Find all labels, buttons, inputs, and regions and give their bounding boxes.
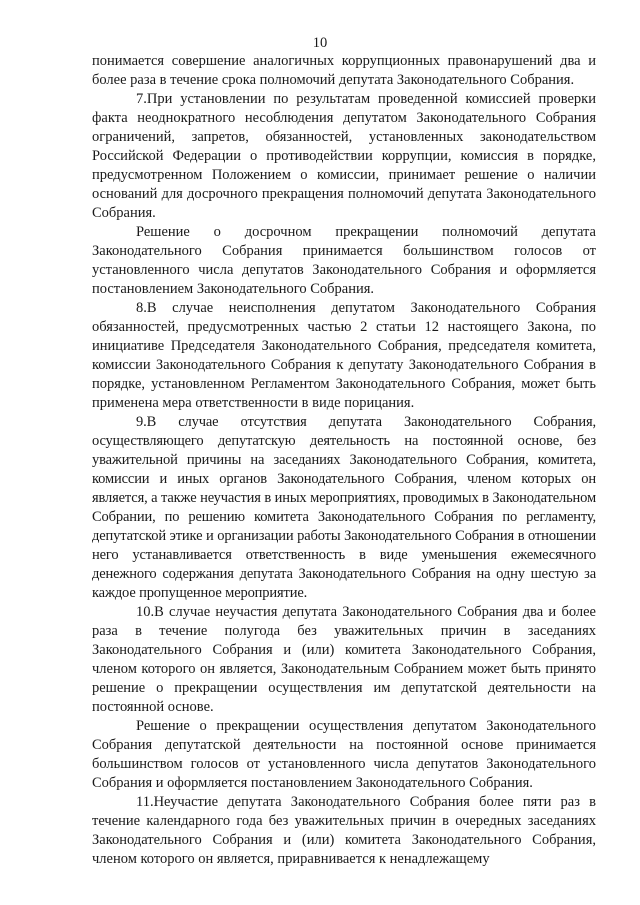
paragraph-item-11: 11.Неучастие депутата Законодательного Собрания более пяти раз в течение календарного года без уважительных причин в очередных заседаниях Законодательного Собрания и (или) комитета Законодательного Собрания, членом которого он является, приравнивается к ненадлежащему bbox=[92, 794, 596, 867]
paragraph-item-7: 7.При установлении по результатам проведенной комиссией проверки факта неоднократного несоблюдения депутатом Законодательного Собрания ограничений, запретов, обязанностей, установленных законодательством Российской Федерации о противодействии коррупции, комиссия в порядке, предусмотренном Положением о комиссии, принимает решение о наличии оснований для досрочного прекращения полномочий депутата Законодательного Собрания. bbox=[92, 91, 596, 221]
paragraph-decision-termination-permanent-basis: Решение о прекращении осуществления депутатом Законодательного Собрания депутатской деятельности на постоянной основе принимается большинством голосов от установленного числа депутатов Законодательного Собрания и оформляется постановлением Законодательного Собрания. bbox=[92, 718, 596, 791]
page-number: 10 bbox=[312, 35, 328, 51]
document-body bbox=[92, 52, 596, 869]
paragraph-continuation: понимается совершение аналогичных коррупционных правонарушений два и более раза в течение срока полномочий депутата Законодательного Собрания. bbox=[92, 53, 596, 88]
paragraph-item-10: 10.В случае неучастия депутата Законодательного Собрания два и более раза в течение полугода без уважительных причин в заседаниях Законодательного Собрания и (или) комитета Законодательного Собрания, членом которого он является, Законодательным Собранием может быть принято решение о прекращении осуществления им депутатской деятельности на постоянной основе. bbox=[92, 604, 596, 715]
paragraph-item-8: 8.В случае неисполнения депутатом Законодательного Собрания обязанностей, предусмотренных частью 2 статьи 12 настоящего Закона, по инициативе Председателя Законодательного Собрания, председателя комитета, комиссии Законодательного Собрания к депутату Законодательного Собрания в порядке, установленном Регламентом Законодательного Собрания, может быть применена мера ответственности в виде порицания. bbox=[92, 300, 596, 411]
paragraph-decision-early-termination: Решение о досрочном прекращении полномочий депутата Законодательного Собрания принимается большинством голосов от установленного числа депутатов Законодательного Собрания и оформляется постановлением Законодательного Собрания. bbox=[92, 224, 596, 297]
paragraph-item-9: 9.В случае отсутствия депутата Законодательного Собрания, осуществляющего депутатскую деятельность на постоянной основе, без уважительной причины на заседаниях Законодательного Собрания, комитета, комиссии и иных органов Законодательного Собрания, членом которых он является, а также неучастия в иных мероприятиях, проводимых в Законодательном Собрании, по решению комитета Законодательного Собрания по регламенту, депутатской этике и организации работы Законодательного Собрания в отношении него устанавливается ответственность в виде уменьшения ежемесячного денежного содержания депутата Законодательного Собрания на одну шестую за каждое пропущенное мероприятие. bbox=[92, 414, 596, 601]
